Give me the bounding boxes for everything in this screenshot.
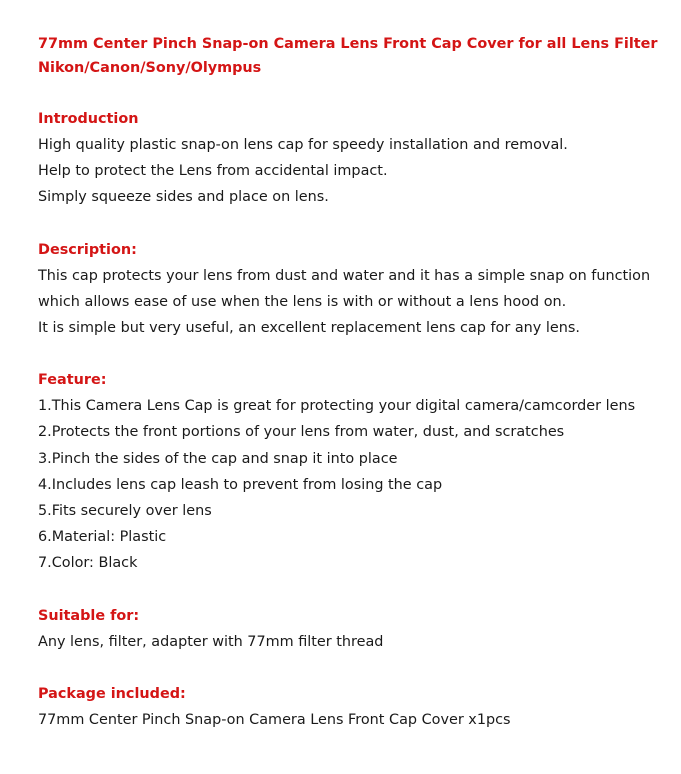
title-line-2: Nikon/Canon/Sony/Olympus xyxy=(38,60,262,76)
feature-item: 7.Color: Black xyxy=(38,555,138,572)
feature-item: 5.Fits securely over lens xyxy=(38,503,212,520)
package-section xyxy=(38,681,681,733)
suitable-section xyxy=(38,603,681,655)
description-heading: Description: xyxy=(38,241,137,258)
description-line: This cap protects your lens from dust and water and it has a simple snap on function xyxy=(38,267,651,284)
description-line: which allows ease of use when the lens is with or without a lens hood on. xyxy=(38,293,567,310)
suitable-line: Any lens, filter, adapter with 77mm filter thread xyxy=(38,633,384,650)
introduction-line: High quality plastic snap-on lens cap for speedy installation and removal. xyxy=(38,137,568,153)
description-line: It is simple but very useful, an excellent replacement lens cap for any lens. xyxy=(38,320,580,337)
description-section xyxy=(38,237,681,342)
feature-heading: Feature: xyxy=(38,372,107,389)
introduction-line: Simply squeeze sides and place on lens. xyxy=(38,189,329,206)
introduction-line: Help to protect the Lens from accidental impact. xyxy=(38,163,388,180)
introduction-section xyxy=(38,106,681,211)
title-line-1: 77mm Center Pinch Snap-on Camera Lens Front Cap Cover for all Lens Filter xyxy=(38,36,658,52)
feature-item: 2.Protects the front portions of your lens from water, dust, and scratches xyxy=(38,424,565,441)
suitable-heading: Suitable for: xyxy=(38,607,140,624)
feature-item: 1.This Camera Lens Cap is great for protecting your digital camera/camcorder lens xyxy=(38,398,636,415)
introduction-heading: Introduction xyxy=(38,111,139,127)
feature-item: 3.Pinch the sides of the cap and snap it into place xyxy=(38,450,398,467)
product-title xyxy=(38,32,681,80)
feature-item: 6.Material: Plastic xyxy=(38,529,167,546)
feature-item: 4.Includes lens cap leash to prevent from losing the cap xyxy=(38,476,443,493)
feature-section xyxy=(38,367,681,576)
package-heading: Package included: xyxy=(38,685,186,702)
package-line: 77mm Center Pinch Snap-on Camera Lens Front Cap Cover x1pcs xyxy=(38,711,511,728)
